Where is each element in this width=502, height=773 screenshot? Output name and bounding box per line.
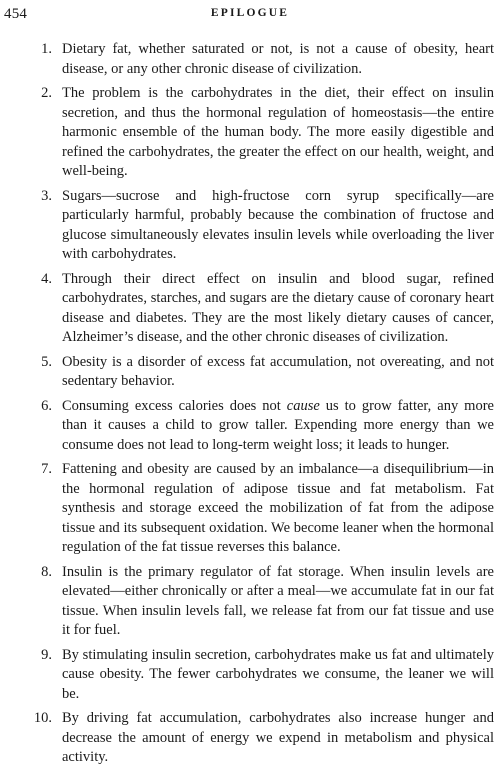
list-item-number: 5. bbox=[41, 353, 52, 370]
list-item bbox=[0, 709, 502, 768]
list-item-number: 2. bbox=[41, 85, 52, 101]
list-item-text: Insulin is the primary regulator of fat storage. When insulin levels are elevated—either chronically or after a meal—we accumulate fat in our fat tissue. When insulin levels fall, we release fat from our fat tissue and use it for fuel. bbox=[62, 563, 494, 638]
page-number: 454 bbox=[4, 6, 28, 22]
list-item bbox=[0, 187, 502, 265]
list-item bbox=[0, 84, 502, 182]
list-item-text: Fattening and obesity are caused by an imbalance—a disequilibrium—in the hormonal regulation of adipose tissue and fat metabolism. Fat synthesis and storage exceed the mobilization of fat from the adipose tissue and its subsequent oxidation. We become leaner when the hormonal regulation of the fat tissue reverses this balance. bbox=[62, 461, 494, 555]
running-head: EPILOGUE bbox=[210, 7, 290, 19]
list-item bbox=[0, 270, 502, 348]
conclusions-list bbox=[0, 40, 502, 773]
list-item-text bbox=[62, 397, 494, 456]
list-item-number: 9. bbox=[41, 646, 52, 663]
list-item bbox=[0, 460, 502, 558]
list-item-text: Obesity is a disorder of excess fat accumulation, not overeating, and not sedentary behavior. bbox=[62, 353, 494, 389]
list-item-text: Sugars—sucrose and high-fructose corn syrup specifically—are particularly harmful, probably because the combination of fructose and glucose simultaneously elevates insulin levels while overloading the liver with carbohydrates. bbox=[62, 187, 494, 262]
list-item-number: 4. bbox=[41, 270, 52, 287]
list-item-text: The problem is the carbohydrates in the diet, their effect on insulin secretion, and thus the hormonal regulation of homeostasis—the entire harmonic ensemble of the human body. The more easily digestible and refined the carbohydrates, the greater the effect on our health, weight, and well-being. bbox=[62, 85, 494, 179]
list-item-text: By driving fat accumulation, carbohydrates also increase hunger and decrease the amount of energy we expend in metabolism and physical activity. bbox=[62, 710, 494, 765]
list-item bbox=[0, 646, 502, 705]
list-item bbox=[0, 563, 502, 641]
list-item-text: Through their direct effect on insulin and blood sugar, refined carbohydrates, starches, and sugars are the dietary cause of coronary heart disease and diabetes. They are the most likely dietary causes of cancer, Alzheimer’s disease, and the other chronic diseases of civilization. bbox=[62, 270, 494, 345]
text-segment: Consuming excess calories does not bbox=[62, 397, 287, 414]
text-segment: us to grow fatter, any more than it causes a child to grow taller. Expending more energy than we consume does not lead to long-term weight loss; it leads to hunger. bbox=[62, 397, 494, 453]
list-item bbox=[0, 40, 502, 79]
list-item-number: 1. bbox=[41, 41, 52, 57]
list-item-number: 8. bbox=[41, 563, 52, 580]
list-item-text: By stimulating insulin secretion, carbohydrates make us fat and ultimately cause obesity. The fewer carbohydrates we consume, the leaner we will be. bbox=[62, 646, 494, 702]
list-item bbox=[0, 397, 502, 456]
list-item-text: Dietary fat, whether saturated or not, is not a cause of obesity, heart disease, or any other chronic disease of civilization. bbox=[62, 41, 494, 77]
list-item-number: 7. bbox=[41, 461, 52, 477]
emphasized-word: cause bbox=[286, 397, 320, 414]
list-item-number: 6. bbox=[41, 397, 52, 414]
list-item-number: 10. bbox=[33, 710, 52, 726]
list-item-number: 3. bbox=[41, 187, 52, 204]
list-item bbox=[0, 353, 502, 392]
page-header bbox=[4, 6, 496, 30]
